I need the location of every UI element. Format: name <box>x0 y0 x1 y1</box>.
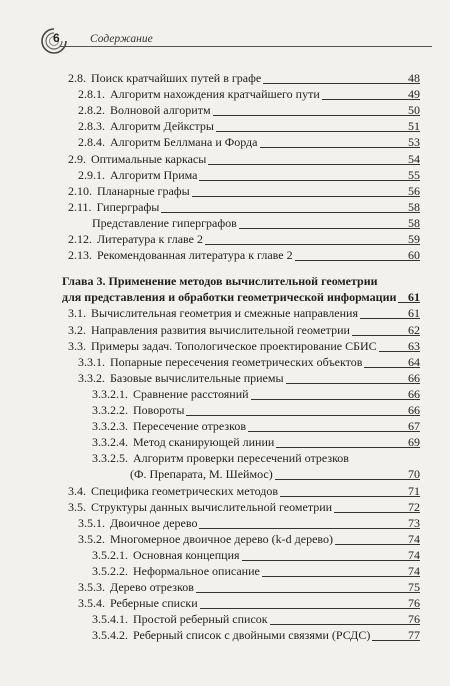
toc-entry[interactable] <box>68 305 420 321</box>
toc-entry-text <box>68 339 377 353</box>
toc-entry-text <box>78 355 362 369</box>
toc-page-number: 66 <box>408 403 420 417</box>
toc-section-title: Базовые вычислительные приемы <box>110 370 284 385</box>
header-rule <box>60 46 432 47</box>
toc-entry[interactable] <box>78 167 420 183</box>
toc-entry-text <box>62 274 378 288</box>
toc-section-title: Оптимальные каркасы <box>91 151 207 166</box>
running-header-title: Содержание <box>90 33 153 45</box>
toc-entry-text <box>92 628 370 642</box>
toc-page-number: 66 <box>408 386 420 401</box>
toc-section-title: Литература к главе 2 <box>97 232 203 246</box>
toc-section-title: Реберные списки <box>110 596 198 611</box>
toc-entry-text <box>92 435 274 449</box>
toc-entry[interactable] <box>78 86 420 102</box>
toc-leader-line <box>275 479 420 480</box>
toc-section-title: Алгоритм проверки пересечений отрезков <box>133 451 349 466</box>
toc-page-number: 59 <box>408 232 420 246</box>
toc-entry-text <box>68 500 332 514</box>
toc-section-title: Повороты <box>133 403 185 417</box>
toc-leader-line <box>260 147 421 148</box>
toc-leader-line <box>360 318 420 319</box>
toc-entry-text <box>78 103 211 117</box>
toc-page-number: 67 <box>408 419 420 434</box>
toc-leader-line <box>242 560 420 561</box>
toc-page-number: 64 <box>408 354 420 369</box>
toc-leader-line <box>199 180 420 181</box>
toc-page-number: 74 <box>408 564 420 578</box>
toc-leader-line <box>379 351 420 352</box>
toc-page-number: 61 <box>408 306 420 321</box>
toc-section-number: 3.3.2.5. <box>92 451 128 466</box>
toc-entry[interactable] <box>78 579 420 595</box>
toc-section-number: 2.9. <box>68 151 86 166</box>
toc-page-number: 49 <box>408 87 420 102</box>
toc-section-title: Двоичное дерево <box>110 515 198 530</box>
toc-page-number: 56 <box>408 183 420 198</box>
toc-page-number: 53 <box>408 135 420 150</box>
toc-leader-line <box>192 196 420 197</box>
toc-section-title: Планарные графы <box>97 183 190 198</box>
toc-page-number: 66 <box>408 370 420 385</box>
toc-section-title: Представление гиперграфов <box>92 215 237 230</box>
toc-leader-line <box>186 415 420 416</box>
toc-section-number: 3.3. <box>68 338 86 353</box>
toc-page-number: 60 <box>408 248 420 263</box>
toc-page-number: 55 <box>408 167 420 182</box>
toc-leader-line <box>372 640 420 641</box>
toc-entry[interactable] <box>92 402 420 418</box>
toc-section-number: 3.5. <box>68 499 86 514</box>
toc-section-number: 3.5.2. <box>78 531 105 546</box>
toc-section-number: 2.8.4. <box>78 135 105 150</box>
toc-leader-line <box>295 260 420 261</box>
toc-entry-text <box>68 152 206 166</box>
toc-section-title: Алгоритм Прима <box>110 167 198 182</box>
toc-section-number: 3.5.2.1. <box>92 547 128 562</box>
toc-entry-text <box>68 232 203 246</box>
toc-entry-text <box>62 290 396 304</box>
toc-entry-text <box>92 419 246 433</box>
toc-section-number: 3.3.2.3. <box>92 419 128 434</box>
toc-entry-text <box>78 516 197 530</box>
toc-section-number: 2.11. <box>68 199 92 214</box>
toc-section-number: 2.10. <box>68 183 92 198</box>
toc-leader-line <box>286 383 420 384</box>
toc-section-title: Простой реберный список <box>133 612 268 627</box>
toc-entry[interactable] <box>78 515 420 531</box>
toc-entry-text <box>92 216 237 230</box>
toc-entry[interactable] <box>68 247 420 263</box>
toc-leader-line <box>263 83 420 84</box>
toc-entry-text <box>78 532 333 546</box>
toc-section-number: 3.3.2. <box>78 370 105 385</box>
toc-section-number: 2.8.1. <box>78 87 105 102</box>
toc-leader-line <box>213 115 420 116</box>
toc-entry[interactable] <box>78 354 420 370</box>
toc-section-number: 3.3.2.2. <box>92 403 128 417</box>
toc-leader-line <box>200 608 420 609</box>
toc-page-number: 69 <box>408 435 420 450</box>
toc-leader-line <box>352 335 420 336</box>
toc-section-title: Структуры данных вычислительной геометрии <box>91 499 333 514</box>
toc-section-title: Многомерное двоичное дерево (k-d дерево) <box>110 531 334 546</box>
toc-section-number: 3.5.3. <box>78 580 105 595</box>
toc-entry[interactable] <box>92 418 420 434</box>
toc-section-title: Алгоритм Беллмана и Форда <box>110 135 258 150</box>
toc-page-number: 73 <box>408 515 420 530</box>
toc-section-title: Гиперграфы <box>96 199 160 214</box>
toc-leader-line <box>335 544 420 545</box>
toc-page-number: 72 <box>408 499 420 514</box>
toc-section-number: 2.9.1. <box>78 167 105 182</box>
toc-section-title: Алгоритм Дейкстры <box>110 119 214 134</box>
toc-entry-text <box>68 248 293 262</box>
toc-leader-line <box>364 367 420 368</box>
toc-section-number: 2.8.3. <box>78 119 105 134</box>
toc-page-number: 54 <box>408 151 420 166</box>
toc-section-number: 3.5.4. <box>78 596 105 611</box>
toc-entry-text <box>68 200 159 214</box>
toc-page-number: 74 <box>408 547 420 562</box>
toc-leader-line <box>270 624 420 625</box>
toc-entry[interactable] <box>78 102 420 118</box>
toc-entry[interactable] <box>68 338 420 354</box>
toc-entry-text <box>92 612 268 626</box>
toc-page-number: 70 <box>408 467 420 482</box>
toc-section-title: Реберный список с двойными связями (РСДС) <box>133 628 371 643</box>
toc-section-title: Вычислительная геометрия и смежные направления <box>91 306 358 321</box>
toc-entry-text <box>68 184 190 198</box>
toc-leader-line <box>239 228 420 229</box>
toc-page-number: 77 <box>408 628 420 643</box>
toc-entry[interactable] <box>92 450 420 466</box>
toc-entry[interactable] <box>78 134 420 150</box>
toc-page-number: 74 <box>408 531 420 546</box>
toc-entry-text <box>78 371 284 385</box>
toc-section-number: 3.5.2.2. <box>92 564 128 578</box>
toc-page-number: 76 <box>408 596 420 611</box>
toc-section-title: Специфика геометрических методов <box>91 483 279 498</box>
toc-leader-line <box>196 592 420 593</box>
toc-entry[interactable] <box>68 183 420 199</box>
toc-section-title: (Ф. Препарата, М. Шеймос) <box>130 467 273 482</box>
toc-leader-line <box>398 302 420 303</box>
toc-section-title: для представления и обработки геометрической информации <box>62 290 397 305</box>
toc-entry-text <box>68 484 278 498</box>
toc-leader-line <box>262 576 420 577</box>
toc-section-title: Пересечение отрезков <box>133 419 246 434</box>
toc-leader-line <box>334 512 420 513</box>
toc-entry[interactable] <box>92 386 420 402</box>
toc-section-number: 3.5.4.2. <box>92 628 128 643</box>
toc-leader-line <box>280 496 420 497</box>
toc-entry-text <box>68 306 358 320</box>
toc-section-title: Дерево отрезков <box>110 580 194 595</box>
toc-section-number: 3.3.1. <box>78 354 105 369</box>
toc-page-number: 48 <box>408 71 420 85</box>
toc-section-title: Сравнение расстояний <box>133 386 249 401</box>
toc-section-title: Волновой алгоритм <box>110 103 211 118</box>
toc-entry[interactable] <box>68 322 420 338</box>
toc-entry[interactable] <box>130 466 420 482</box>
toc-entry-text <box>92 564 260 578</box>
toc-entry[interactable] <box>78 595 420 611</box>
toc-section-title: Глава 3. Применение методов вычислительной геометрии <box>62 274 378 289</box>
toc-entry-text <box>92 403 184 417</box>
toc-page-number: 62 <box>408 322 420 337</box>
toc-entry-text <box>68 71 261 85</box>
toc-leader-line <box>216 131 420 132</box>
toc-page-number: 63 <box>408 338 420 353</box>
toc-section-title: Поиск кратчайших путей в графе <box>91 71 262 85</box>
toc-entry[interactable] <box>78 118 420 134</box>
toc-leader-line <box>322 99 420 100</box>
toc-entry-text <box>78 596 198 610</box>
toc-section-number: 3.5.1. <box>78 515 105 530</box>
toc-entry[interactable] <box>68 70 420 86</box>
toc-section-number: 2.8.2. <box>78 103 105 118</box>
toc-section-title: Попарные пересечения геометрических объектов <box>110 354 363 369</box>
toc-page-number: 76 <box>408 612 420 627</box>
toc-section-number: 3.3.2.4. <box>92 435 128 450</box>
toc-entry-text <box>92 548 240 562</box>
toc-entry[interactable] <box>92 627 420 643</box>
toc-entry-text <box>92 451 349 465</box>
toc-entry[interactable] <box>92 434 420 450</box>
toc-section-number: 2.8. <box>68 71 86 85</box>
toc-page-number: 75 <box>408 580 420 595</box>
toc-entry[interactable] <box>78 531 420 547</box>
toc-section-title: Метод сканирующей линии <box>133 435 275 450</box>
toc-section-number: 3.4. <box>68 483 86 498</box>
toc-entry[interactable] <box>68 199 420 215</box>
toc-entry[interactable] <box>92 215 420 231</box>
toc-section-number: 3.1. <box>68 306 86 321</box>
toc-section-title: Алгоритм нахождения кратчайшего пути <box>110 87 320 102</box>
toc-leader-line <box>161 212 420 213</box>
toc-page-number: 50 <box>408 103 420 118</box>
toc-section-title: Рекомендованная литература к главе 2 <box>97 248 293 263</box>
toc-leader-line <box>205 244 420 245</box>
toc-entry-text <box>78 580 194 594</box>
toc-leader-line <box>208 164 420 165</box>
toc-entry[interactable] <box>68 231 420 247</box>
toc-leader-line <box>199 528 420 529</box>
toc-entry-text <box>78 135 258 149</box>
toc-entry[interactable] <box>78 370 420 386</box>
toc-entry[interactable] <box>68 151 420 167</box>
toc-page-number: 51 <box>408 119 420 134</box>
toc-section-number: 2.12. <box>68 232 92 246</box>
toc-entry[interactable] <box>68 483 420 499</box>
toc-entry-text <box>78 87 320 101</box>
toc-section-number: 3.3.2.1. <box>92 386 128 401</box>
toc-section-title: Основная концепция <box>133 547 240 562</box>
toc-leader-line <box>251 399 420 400</box>
toc-entry[interactable] <box>68 499 420 515</box>
toc-chapter-heading[interactable] <box>62 273 420 289</box>
toc-chapter-heading[interactable] <box>62 289 420 305</box>
toc-entry-text <box>78 119 214 133</box>
toc-entry[interactable] <box>92 563 420 579</box>
toc-leader-line <box>248 431 420 432</box>
toc-section-number: 2.13. <box>68 248 92 263</box>
toc-page-number: 61 <box>408 290 420 305</box>
toc-page-number: 58 <box>408 215 420 230</box>
toc-leader-line <box>276 447 420 448</box>
toc-entry-text <box>68 323 350 337</box>
toc-page-number: 71 <box>408 483 420 498</box>
toc-section-title: Неформальное описание <box>133 564 260 578</box>
toc-entry-text <box>130 467 273 481</box>
toc-section-number: 3.2. <box>68 322 86 337</box>
toc-section-title: Направления развития вычислительной геометрии <box>91 322 350 337</box>
toc-entry[interactable] <box>92 611 420 627</box>
toc-page-number: 58 <box>408 199 420 214</box>
toc-entry-text <box>92 387 249 401</box>
toc-section-title: Примеры задач. Топологическое проектирование СБИС <box>91 338 377 353</box>
toc-section-number: 3.5.4.1. <box>92 612 128 627</box>
toc-entry[interactable] <box>92 547 420 563</box>
toc-entry-text <box>78 168 197 182</box>
page-number: 6 <box>53 31 60 45</box>
